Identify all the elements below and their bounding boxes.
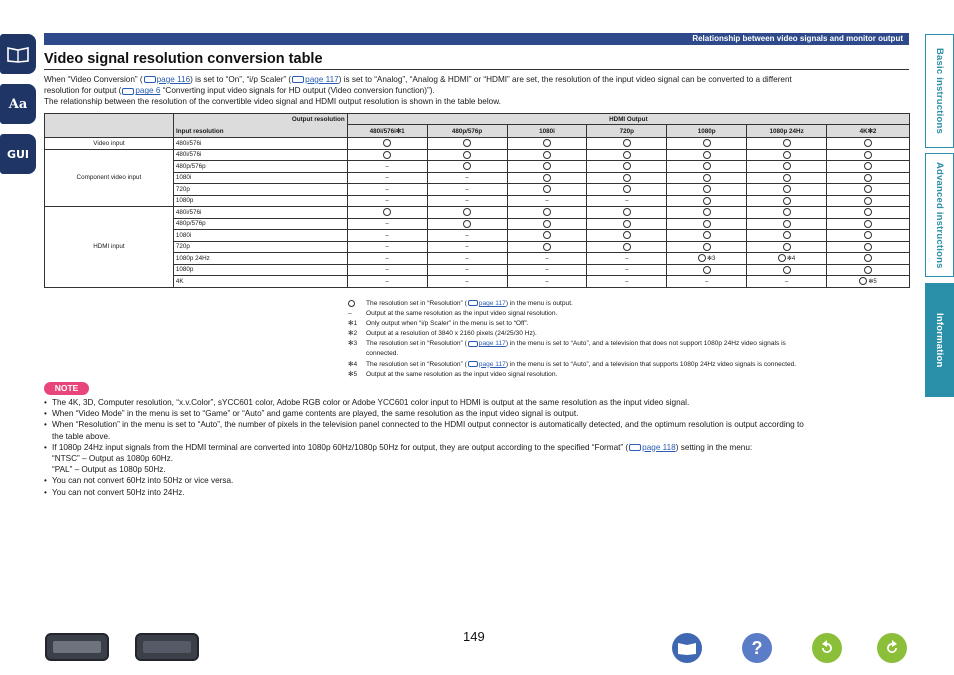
output-same-mark: – <box>587 276 667 288</box>
column-header: 1080i <box>507 125 587 138</box>
input-resolution-label: Input resolution <box>176 128 224 135</box>
output-supported-mark <box>667 161 747 173</box>
output-supported-mark <box>747 207 827 219</box>
output-supported-mark <box>427 149 507 161</box>
circle-mark <box>383 139 391 147</box>
table-row <box>45 149 910 161</box>
output-supported-mark <box>587 184 667 196</box>
table-row <box>45 276 910 288</box>
output-supported-mark <box>747 218 827 230</box>
input-resolution-cell: 1080i <box>173 172 347 184</box>
output-supported-mark <box>827 149 910 161</box>
column-header: 1080p <box>667 125 747 138</box>
circle-mark <box>703 185 711 193</box>
circle-mark <box>543 220 551 228</box>
input-resolution-cell: 1080i <box>173 230 347 242</box>
back-icon[interactable] <box>812 633 842 663</box>
input-resolution-cell: 1080p <box>173 195 347 207</box>
output-supported-mark <box>587 207 667 219</box>
output-supported-mark <box>827 138 910 150</box>
output-same-mark: – <box>347 253 427 265</box>
output-same-mark: – <box>587 264 667 276</box>
output-same-mark: – <box>427 241 507 253</box>
legend-item <box>345 370 905 380</box>
circle-mark <box>864 266 872 274</box>
output-supported-mark <box>507 184 587 196</box>
column-header: 480p/576p <box>427 125 507 138</box>
circle-mark <box>864 208 872 216</box>
legend-symbol: – <box>348 310 352 318</box>
circle-mark <box>543 208 551 216</box>
output-same-mark: – <box>507 276 587 288</box>
front-panel-icon[interactable] <box>45 633 109 661</box>
legend-symbol: ✻1 <box>348 320 358 328</box>
legend-text: The resolution set in “Resolution” ( page 117) in the menu is output. <box>366 300 573 307</box>
output-supported-mark <box>827 241 910 253</box>
output-same-mark: – <box>427 195 507 207</box>
output-supported-mark <box>427 138 507 150</box>
circle-mark <box>623 139 631 147</box>
note-item: • You can not convert 60Hz into 50Hz or vice versa. <box>44 476 234 486</box>
circle-mark <box>783 174 791 182</box>
footnote-mark: ✻3 <box>707 255 716 262</box>
output-supported-mark <box>827 161 910 173</box>
circle-mark <box>623 162 631 170</box>
output-supported-mark <box>747 138 827 150</box>
section-label: Relationship between video signals and monitor output <box>692 34 903 43</box>
legend-item <box>345 329 905 339</box>
page-link-icon <box>629 444 641 451</box>
legend-text: Output at the same resolution as the input video signal resolution. <box>366 370 558 378</box>
circle-mark <box>783 266 791 274</box>
input-resolution-cell: 480i/576i <box>173 207 347 219</box>
page-117-link[interactable]: page 117 <box>305 75 339 84</box>
circle-mark <box>623 231 631 239</box>
circle-mark <box>543 243 551 251</box>
section-header-bar <box>44 33 909 45</box>
circle-mark <box>623 174 631 182</box>
resolution-table <box>44 113 910 288</box>
tab-information[interactable]: Information <box>925 283 954 397</box>
circle-mark <box>543 139 551 147</box>
circle-mark <box>783 185 791 193</box>
circle-mark <box>703 208 711 216</box>
output-supported-mark <box>347 149 427 161</box>
output-supported-mark <box>587 149 667 161</box>
page-link-icon <box>122 88 134 95</box>
table-corner-cell <box>45 114 348 138</box>
circle-mark <box>348 300 355 307</box>
output-supported-mark <box>507 218 587 230</box>
table-row <box>45 161 910 173</box>
gui-icon[interactable]: GUI <box>0 134 36 174</box>
legend-item <box>345 309 905 319</box>
circle-mark <box>703 231 711 239</box>
output-same-mark: – <box>347 195 427 207</box>
output-supported-mark <box>507 138 587 150</box>
circle-mark <box>463 220 471 228</box>
circle-mark <box>783 197 791 205</box>
output-same-mark: – <box>747 276 827 288</box>
output-same-mark: – <box>667 276 747 288</box>
circle-mark <box>703 151 711 159</box>
table-row <box>45 195 910 207</box>
output-supported-mark <box>667 207 747 219</box>
page-link[interactable]: page 117 <box>478 360 506 368</box>
input-resolution-cell: 1080p <box>173 264 347 276</box>
circle-mark <box>623 185 631 193</box>
circle-mark <box>623 208 631 216</box>
circle-mark <box>698 254 706 262</box>
output-supported-mark <box>747 241 827 253</box>
output-supported-mark <box>827 253 910 265</box>
output-supported-mark <box>827 218 910 230</box>
note-item: • When “Video Mode” in the menu is set to “Game” or “Auto” and game contents are played, the same resolution as the input video signal is output. <box>44 409 579 419</box>
input-group-label: HDMI input <box>45 207 174 288</box>
circle-mark <box>859 277 867 285</box>
notes-list: • The 4K, 3D, Computer resolution, “x.v.Color”, sYCC601 color, Adobe RGB color or Adobe YCC601 color input to HDMI is output at the same resolution as the input video signal. • When “Video Mode” in the menu is set to “Game” or “Auto” and game contents are played, the same resolution as the input video signal is output. • When “Resolution” in the menu is set to “Auto”, the number of pixels in the television panel connected to the HDMI output connector is automatically detected, and the optimum resolution is output according to the table above. • If 1080p 24Hz input signals from the HDMI terminal are converted into 1080p 60Hz/1080p 50Hz for output, they are output according to the specified “Format” ( page 118) setting in the menu: “NTSC” – Output as 1080p 60Hz. “PAL” – Output as 1080p 50Hz. • You can not convert 60Hz into 50Hz or vice versa. • You can not convert 50Hz into 24Hz. <box>44 397 914 498</box>
output-supported-mark <box>507 230 587 242</box>
circle-mark <box>783 162 791 170</box>
output-supported-mark <box>507 161 587 173</box>
circle-mark <box>543 151 551 159</box>
output-same-mark: – <box>347 218 427 230</box>
footnote-mark: ✻5 <box>868 278 877 285</box>
circle-mark <box>783 208 791 216</box>
page-6-link[interactable]: page 6 <box>135 86 161 96</box>
circle-mark <box>864 243 872 251</box>
output-supported-mark <box>507 172 587 184</box>
input-group-label: Component video input <box>45 149 174 207</box>
circle-mark <box>463 208 471 216</box>
page-link-icon <box>144 76 156 83</box>
output-same-mark: – <box>427 184 507 196</box>
legend-item <box>345 339 905 349</box>
legend-item <box>345 349 905 359</box>
table-row <box>45 184 910 196</box>
output-supported-mark <box>667 149 747 161</box>
intro-paragraph: When “Video Conversion” ( page 116) is set to “On”, “i/p Scaler” ( page 117) is set to “Analog”, “Analog & HDMI” or “HDMI” are set, the resolution of the input video signal can be converted to a different resolution for output ( page 6 “Converting input video signals for HD output (Video conversion function)”). The relationship between the resolution of the convertible video signal and HDMI output resolution is shown in the table below. <box>44 75 792 107</box>
output-supported-mark <box>667 184 747 196</box>
circle-mark <box>864 254 872 262</box>
output-supported-mark <box>747 161 827 173</box>
output-supported-mark <box>587 161 667 173</box>
output-supported-mark <box>587 218 667 230</box>
output-same-mark: – <box>347 276 427 288</box>
output-supported-mark <box>507 241 587 253</box>
output-same-mark: – <box>347 161 427 173</box>
output-same-mark: – <box>587 253 667 265</box>
table-row <box>45 253 910 265</box>
output-supported-mark <box>587 138 667 150</box>
output-supported-mark <box>427 207 507 219</box>
output-supported-mark <box>667 253 747 265</box>
note-badge: NOTE <box>44 382 89 395</box>
circle-mark <box>864 185 872 193</box>
legend-text: The resolution set in “Resolution” ( page 117) in the menu is set to “Auto”, and a television that does not support 1080p 24Hz video signals is <box>366 340 786 348</box>
page-title: Video signal resolution conversion table <box>44 51 323 67</box>
footnote-mark: ✻4 <box>786 255 796 262</box>
circle-mark <box>783 231 791 239</box>
page-link-icon <box>468 341 478 347</box>
circle-mark <box>864 151 872 159</box>
note-item: • When “Resolution” in the menu is set to “Auto”, the number of pixels in the television panel connected to the HDMI output connector is automatically detected, and the optimum resolution is output according to <box>44 420 804 430</box>
output-supported-mark <box>747 184 827 196</box>
output-supported-mark <box>427 161 507 173</box>
column-header: 720p <box>587 125 667 138</box>
tab-basic-instructions[interactable]: Basic instructions <box>925 34 954 148</box>
legend-text: The resolution set in “Resolution” ( page 117) in the menu is set to “Auto”, and a television that supports 1080p 24Hz video signals is connected. <box>366 360 797 368</box>
output-same-mark: – <box>347 172 427 184</box>
output-supported-mark <box>667 195 747 207</box>
column-header: 1080p 24Hz <box>747 125 827 138</box>
output-supported-mark <box>667 172 747 184</box>
input-resolution-cell: 480i/576i <box>173 138 347 150</box>
circle-mark <box>778 254 786 262</box>
legend-item <box>345 319 905 329</box>
tab-advanced-instructions[interactable]: Advanced instructions <box>925 153 954 277</box>
output-supported-mark <box>507 149 587 161</box>
book-icon[interactable] <box>672 633 702 663</box>
output-supported-mark <box>587 241 667 253</box>
circle-mark <box>783 151 791 159</box>
input-resolution-cell: 480i/576i <box>173 149 347 161</box>
legend-item <box>345 299 905 309</box>
circle-mark <box>864 174 872 182</box>
note-item: • If 1080p 24Hz input signals from the HDMI terminal are converted into 1080p 60Hz/1080p 50Hz for output, they are output according to the specified “Format” ( page 118) setting in the menu: <box>44 442 753 452</box>
circle-mark <box>703 139 711 147</box>
output-supported-mark <box>747 195 827 207</box>
legend-text: Output at a resolution of 3840 x 2160 pixels (24/25/30 Hz). <box>366 330 537 338</box>
output-supported-mark <box>827 264 910 276</box>
legend-text: connected. <box>366 350 399 358</box>
hdmi-output-header: HDMI Output <box>347 114 909 125</box>
legend-symbol <box>345 299 366 309</box>
legend-text: Output at the same resolution as the input video signal resolution. <box>366 310 558 318</box>
input-resolution-cell: 4K <box>173 276 347 288</box>
circle-mark <box>543 231 551 239</box>
rear-panel-icon[interactable] <box>135 633 199 661</box>
table-row <box>45 138 910 150</box>
legend-item <box>345 360 905 370</box>
circle-mark <box>864 162 872 170</box>
output-supported-mark <box>587 230 667 242</box>
page-link-icon <box>468 361 478 367</box>
note-item: • The 4K, 3D, Computer resolution, “x.v.Color”, sYCC601 color, Adobe RGB color or Adobe YCC601 color input to HDMI is output at the same resolution as the input video signal. <box>44 398 690 407</box>
table-row <box>45 172 910 184</box>
circle-mark <box>703 174 711 182</box>
output-supported-mark <box>667 264 747 276</box>
page-link[interactable]: page 117 <box>478 340 506 348</box>
input-resolution-cell: 720p <box>173 241 347 253</box>
page-number: 149 <box>463 629 485 644</box>
input-resolution-cell: 480p/576p <box>173 218 347 230</box>
circle-mark <box>383 208 391 216</box>
table-row <box>45 230 910 242</box>
output-supported-mark <box>427 218 507 230</box>
circle-mark <box>703 162 711 170</box>
output-supported-mark <box>347 207 427 219</box>
circle-mark <box>543 162 551 170</box>
output-same-mark: – <box>587 195 667 207</box>
circle-mark <box>864 220 872 228</box>
contents-book-icon[interactable] <box>0 34 36 74</box>
table-row <box>45 241 910 253</box>
circle-mark <box>623 151 631 159</box>
input-resolution-cell: 1080p 24Hz <box>173 253 347 265</box>
circle-mark <box>703 197 711 205</box>
output-same-mark: – <box>507 264 587 276</box>
output-supported-mark <box>747 149 827 161</box>
table-row <box>45 264 910 276</box>
output-same-mark: – <box>427 172 507 184</box>
legend-symbol: ✻3 <box>348 340 358 348</box>
output-supported-mark <box>667 230 747 242</box>
output-supported-mark <box>747 253 827 265</box>
legend-symbol: ✻5 <box>348 370 358 378</box>
output-supported-mark <box>667 138 747 150</box>
output-same-mark: – <box>427 253 507 265</box>
circle-mark <box>783 243 791 251</box>
column-header: 480i/576i✻1 <box>347 125 427 138</box>
output-same-mark: – <box>347 264 427 276</box>
page-link-icon <box>292 76 304 83</box>
help-icon[interactable]: ? <box>742 633 772 663</box>
output-resolution-label: Output resolution <box>291 116 345 123</box>
left-icon-column <box>0 34 40 184</box>
output-same-mark: – <box>347 230 427 242</box>
output-supported-mark <box>667 218 747 230</box>
table-row <box>45 218 910 230</box>
page-118-link[interactable]: page 118 <box>642 442 676 452</box>
input-resolution-cell: 720p <box>173 184 347 196</box>
settings-index-icon[interactable]: Aa <box>0 84 36 124</box>
circle-mark <box>623 243 631 251</box>
page-116-link[interactable]: page 116 <box>156 75 191 84</box>
table-legend <box>345 299 905 380</box>
circle-mark <box>543 185 551 193</box>
title-divider <box>44 69 909 70</box>
input-group-label: Video input <box>45 138 174 150</box>
legend-symbol <box>345 349 366 359</box>
page-link-icon <box>468 300 478 306</box>
output-supported-mark <box>827 195 910 207</box>
legend-text: Only output when “i/p Scaler” in the menu is set to “Off”. <box>366 320 529 328</box>
output-same-mark: – <box>427 264 507 276</box>
output-same-mark: – <box>427 230 507 242</box>
column-header: 4K✻2 <box>827 125 910 138</box>
circle-mark <box>543 174 551 182</box>
output-same-mark: – <box>427 276 507 288</box>
circle-mark <box>383 151 391 159</box>
output-supported-mark <box>507 207 587 219</box>
output-supported-mark <box>747 264 827 276</box>
page-link[interactable]: page 117 <box>478 300 506 307</box>
output-supported-mark <box>587 172 667 184</box>
output-supported-mark <box>747 230 827 242</box>
circle-mark <box>463 162 471 170</box>
output-supported-mark <box>827 230 910 242</box>
input-resolution-cell: 480p/576p <box>173 161 347 173</box>
circle-mark <box>783 220 791 228</box>
circle-mark <box>703 266 711 274</box>
circle-mark <box>703 220 711 228</box>
output-supported-mark <box>827 276 910 288</box>
output-supported-mark <box>827 172 910 184</box>
legend-symbol: ✻4 <box>348 360 358 368</box>
output-supported-mark <box>347 138 427 150</box>
circle-mark <box>623 220 631 228</box>
circle-mark <box>703 243 711 251</box>
output-same-mark: – <box>347 241 427 253</box>
legend-symbol: ✻2 <box>348 330 358 338</box>
output-supported-mark <box>827 207 910 219</box>
output-supported-mark <box>747 172 827 184</box>
output-same-mark: – <box>347 184 427 196</box>
note-item: • You can not convert 50Hz into 24Hz. <box>44 487 185 497</box>
output-supported-mark <box>667 241 747 253</box>
circle-mark <box>864 197 872 205</box>
circle-mark <box>463 151 471 159</box>
output-same-mark: – <box>507 253 587 265</box>
output-supported-mark <box>827 184 910 196</box>
output-same-mark: – <box>507 195 587 207</box>
circle-mark <box>463 139 471 147</box>
table-row <box>45 207 910 219</box>
forward-icon[interactable] <box>877 633 907 663</box>
circle-mark <box>783 139 791 147</box>
circle-mark <box>864 231 872 239</box>
circle-mark <box>864 139 872 147</box>
